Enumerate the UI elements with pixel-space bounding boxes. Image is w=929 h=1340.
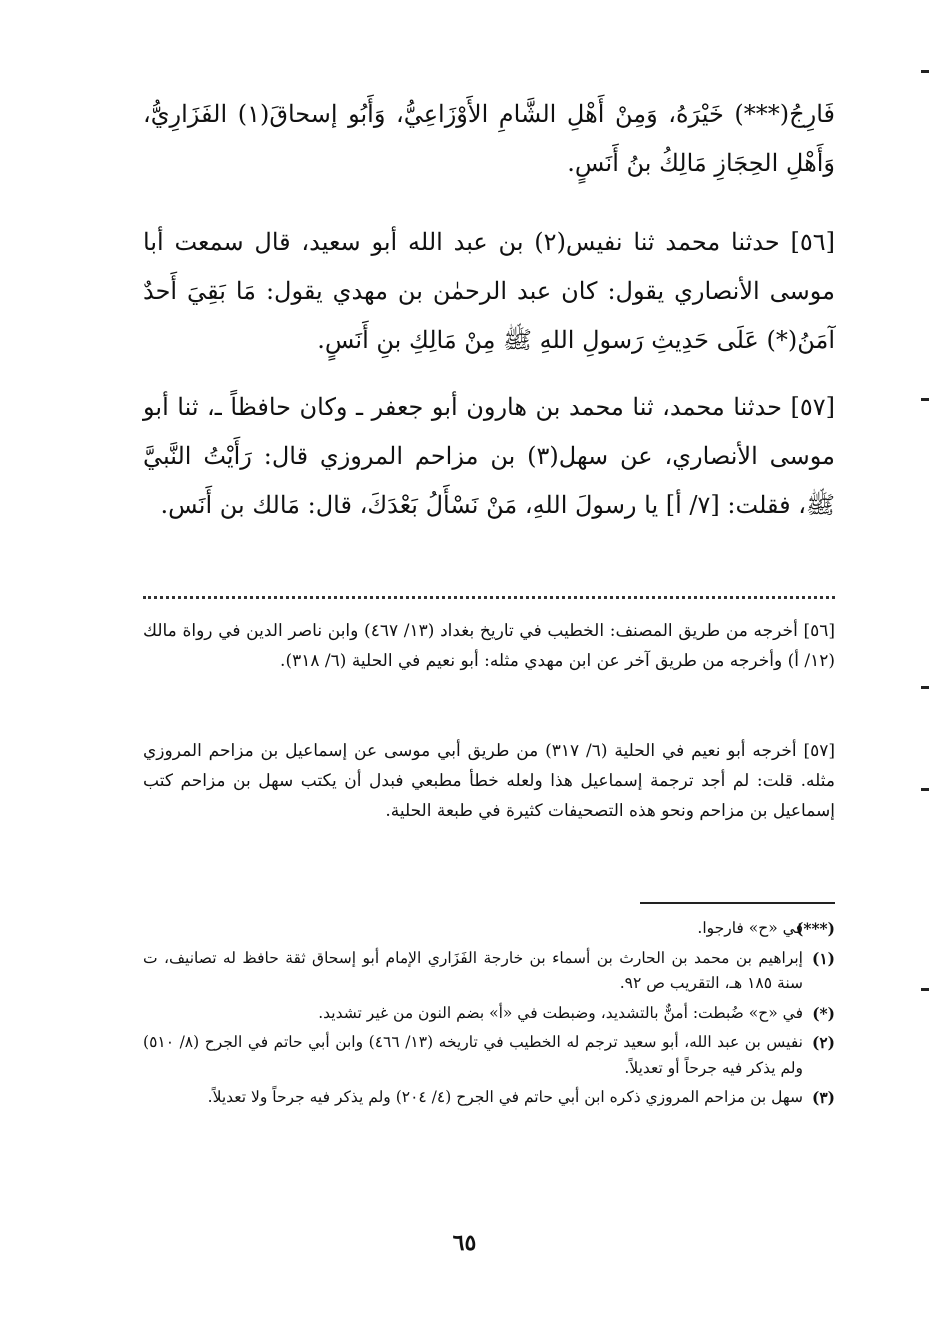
footnote (143, 946, 835, 997)
hadith-57 (143, 383, 835, 530)
takhrij-56 (143, 616, 835, 676)
footnote-rule (640, 902, 835, 904)
note-56: [٥٦] أخرجه من طريق المصنف: الخطيب في تاريخ بغداد (١٣/ ٤٦٧) وابن ناصر الدين في رواة مالك (١٢/ أ) وأخرجه من طريق آخر عن ابن مهدي مثله: أبو نعيم في الحلية (٦/ ٣١٨). (143, 621, 836, 671)
footnote-text: في «ح» فارجوا. (697, 919, 803, 937)
footnotes (143, 916, 835, 1115)
margin-tick (921, 788, 929, 791)
footnote (143, 1085, 835, 1111)
hadith-56 (143, 218, 835, 365)
page-number: ٦٥ (452, 1230, 477, 1256)
takhrij-57 (143, 736, 835, 826)
paragraph-56: [٥٦] حدثنا محمد ثنا نفيس(٢) بن عبد الله أبو سعيد، قال سمعت أبا موسى الأنصاري يقول: كان عبد الرحمٰن بن مهدي يقول: مَا بَقِيَ أَحدٌ آمَنُ(*) عَلَى حَدِيثِ رَسولِ اللهِ ﷺ مِنْ مَالِكِ بنِ أَنَسٍ. (143, 228, 836, 354)
footnote (143, 916, 835, 942)
dotted-separator (143, 596, 835, 599)
footnote (143, 1030, 835, 1081)
footnote-text: سهل بن مزاحم المروزي ذكره ابن أبي حاتم في الجرح (٤/ ٢٠٤) ولم يذكر فيه جرحاً ولا تعديلاً. (207, 1088, 803, 1106)
footnote-label: (***) (796, 919, 835, 938)
paragraph-continuation: فَارِجُ(***) خَيْرَهُ، وَمِنْ أَهْلِ الشَّامِ الأَوْزَاعِيُّ، وَأَبُو إسحاقَ(١) الفَزَارِيُّ، وَأَهْلِ الحِجَازِ مَالِكُ بنُ أَنَسٍ. (143, 100, 835, 177)
footnote (143, 1001, 835, 1027)
footnote-text: في «ح» ضُبطت: أمنٌّ بالتشديد، وضبطت في «أ» بضم النون من غير تشديد. (318, 1003, 803, 1022)
footnote-label: (٣) (811, 1088, 835, 1107)
margin-tick (921, 70, 929, 73)
margin-tick (921, 686, 929, 689)
margin-tick (921, 398, 929, 401)
note-57: [٥٧] أخرجه أبو نعيم في الحلية (٦/ ٣١٧) من طريق أبي موسى عن إسماعيل بن مزاحم المروزي مثله. قلت: لم أجد ترجمة إسماعيل هذا ولعله خطأ مطبعي فبدل أن يكتب سهل بن مزاحم كتب إسماعيل بن مزاحم ونحو هذه التصحيفات كثيرة في طبعة الحلية. (143, 741, 835, 821)
footnote-label: (٢) (811, 1033, 835, 1052)
footnote-label: (١) (811, 948, 835, 968)
footnote-text: نفيس بن عبد الله، أبو سعيد ترجم له الخطيب في تاريخه (١٣/ ٤٦٦) وابن أبي حاتم في الجرح (٨/ ٥١٠) ولم يذكر فيه جرحاً أو تعديلاً. (143, 1033, 803, 1077)
main-text-top (143, 90, 835, 188)
footnote-text: إبراهيم بن محمد بن الحارث بن أسماء بن خارجة الفَزَاري الإمام أبو إسحاق ثقة حافظ له تصانيف، ت سنة ١٨٥ هـ، التقريب ص ٩٢. (143, 948, 803, 992)
margin-tick (921, 988, 929, 991)
paragraph-57: [٥٧] حدثنا محمد، ثنا محمد بن هارون أبو جعفر ـ وكان حافظاً ـ، ثنا أبو موسى الأنصاري، عن سهل(٣) بن مزاحم المروزي قال: رَأَيْتُ النَّبيَّ ﷺ، فقلت: [٧/ أ] يا رسولَ اللهِ، مَنْ نَسْأَلُ بَعْدَكَ، قال: مَالك بن أَنَس. (143, 393, 835, 519)
footnote-label: (*) (812, 1003, 835, 1023)
